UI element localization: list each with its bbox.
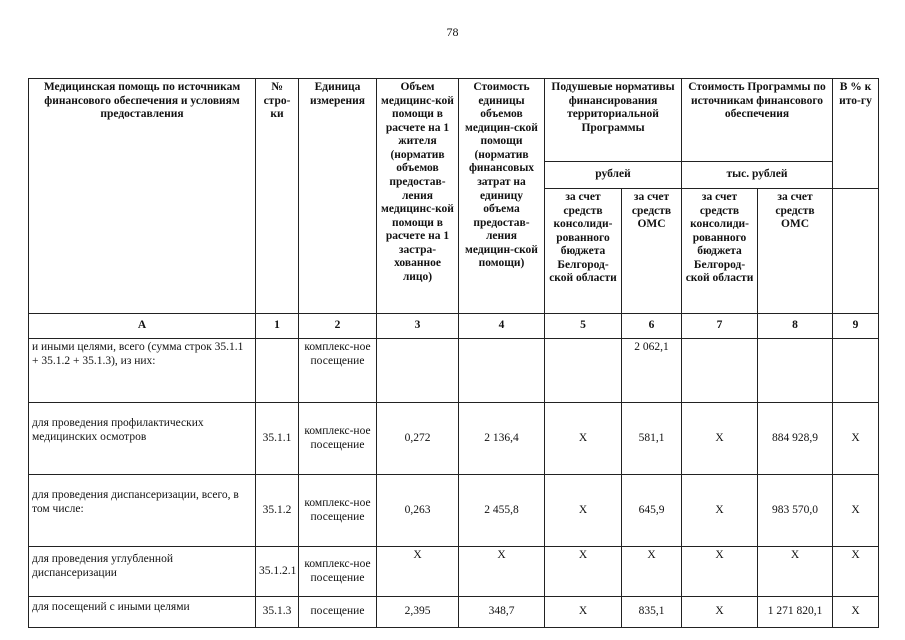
cell-volume: 2,395 [377,597,459,628]
cell-per-capita-oms: Х [622,547,682,597]
cell-cost-oms: Х [758,547,833,597]
cell-cost-budget: Х [682,403,758,475]
row-line-number: 35.1.2 [256,475,299,547]
financing-table [28,78,879,628]
header-row-1 [29,79,879,162]
header-col-3: Объем медицинс-кой помощи в расчете на 1 жителя (норматив объемов предостав-ления медицинс-кой помощи в расчете на 1 застра-хованное лицо) [377,79,459,314]
header-col-2: Единица измерения [299,79,377,314]
column-numbers-row [29,314,879,339]
header-col-6: за счет средств ОМС [622,189,682,314]
row-unit: посещение [299,597,377,628]
cell-percent: Х [833,597,879,628]
cell-cost-oms: 983 570,0 [758,475,833,547]
row-unit: комплекс-ное посещение [299,547,377,597]
column-number: 8 [758,314,833,339]
row-line-number: 35.1.1 [256,403,299,475]
cell-per-capita-budget: Х [545,597,622,628]
column-number: 3 [377,314,459,339]
cell-cost-budget: Х [682,475,758,547]
row-unit: комплекс-ное посещение [299,403,377,475]
cell-volume: 0,272 [377,403,459,475]
row-line-number: 35.1.3 [256,597,299,628]
column-number: 6 [622,314,682,339]
cell-unit-cost: Х [459,547,545,597]
cell-per-capita-oms: 835,1 [622,597,682,628]
table-row [29,339,879,403]
row-unit: комплекс-ное посещение [299,475,377,547]
row-name: для посещений с иными целями [29,597,256,628]
cell-volume: 0,263 [377,475,459,547]
column-number: 1 [256,314,299,339]
cell-volume: Х [377,547,459,597]
column-number: 9 [833,314,879,339]
table-row [29,475,879,547]
column-number: 5 [545,314,622,339]
header-col-9-empty [833,189,879,314]
header-col-8: за счет средств ОМС [758,189,833,314]
row-line-number [256,339,299,403]
row-name: для проведения диспансеризации, всего, в том числе: [29,475,256,547]
table-row [29,547,879,597]
header-col-4: Стоимость единицы объемов медицин-ской помощи (норматив финансовых затрат на единицу объема предостав-ления медицин-ской помощи) [459,79,545,314]
cell-cost-budget: Х [682,597,758,628]
row-name: для проведения углубленной диспансеризации [29,547,256,597]
header-col-1: № стро-ки [256,79,299,314]
cell-cost-budget: Х [682,547,758,597]
column-number: 7 [682,314,758,339]
column-number: 4 [459,314,545,339]
header-group-cost: Стоимость Программы по источникам финансового обеспечения [682,79,833,162]
cell-percent: Х [833,475,879,547]
cell-unit-cost: 348,7 [459,597,545,628]
table-row [29,403,879,475]
row-name: и иными целями, всего (сумма строк 35.1.1 + 35.1.2 + 35.1.3), из них: [29,339,256,403]
header-unit-thous-rub: тыс. рублей [682,162,833,189]
cell-unit-cost: 2 136,4 [459,403,545,475]
column-number: 2 [299,314,377,339]
cell-per-capita-oms: 2 062,1 [622,339,682,403]
table-row [29,597,879,628]
cell-percent [833,339,879,403]
header-group-per-capita: Подушевые нормативы финансирования территориальной Программы [545,79,682,162]
row-name: для проведения профилактических медицинских осмотров [29,403,256,475]
cell-per-capita-budget [545,339,622,403]
cell-cost-oms: 1 271 820,1 [758,597,833,628]
cell-percent: Х [833,403,879,475]
row-unit: комплекс-ное посещение [299,339,377,403]
cell-per-capita-oms: 581,1 [622,403,682,475]
cell-volume [377,339,459,403]
row-line-number: 35.1.2.1 [256,547,299,597]
header-unit-rub: рублей [545,162,682,189]
cell-per-capita-budget: Х [545,403,622,475]
column-number: А [29,314,256,339]
header-col-a: Медицинская помощь по источникам финансового обеспечения и условиям предоставления [29,79,256,314]
page-number: 78 [446,25,459,39]
cell-cost-oms: 884 928,9 [758,403,833,475]
header-col-9: В % к ито-гу [833,79,879,189]
cell-per-capita-oms: 645,9 [622,475,682,547]
cell-per-capita-budget: Х [545,475,622,547]
header-col-5: за счет средств консолиди-рованного бюджета Белгород-ской области [545,189,622,314]
cell-per-capita-budget: Х [545,547,622,597]
cell-cost-budget [682,339,758,403]
cell-cost-oms [758,339,833,403]
cell-percent: Х [833,547,879,597]
cell-unit-cost [459,339,545,403]
header-col-7: за счет средств консолиди-рованного бюджета Белгород-ской области [682,189,758,314]
cell-unit-cost: 2 455,8 [459,475,545,547]
